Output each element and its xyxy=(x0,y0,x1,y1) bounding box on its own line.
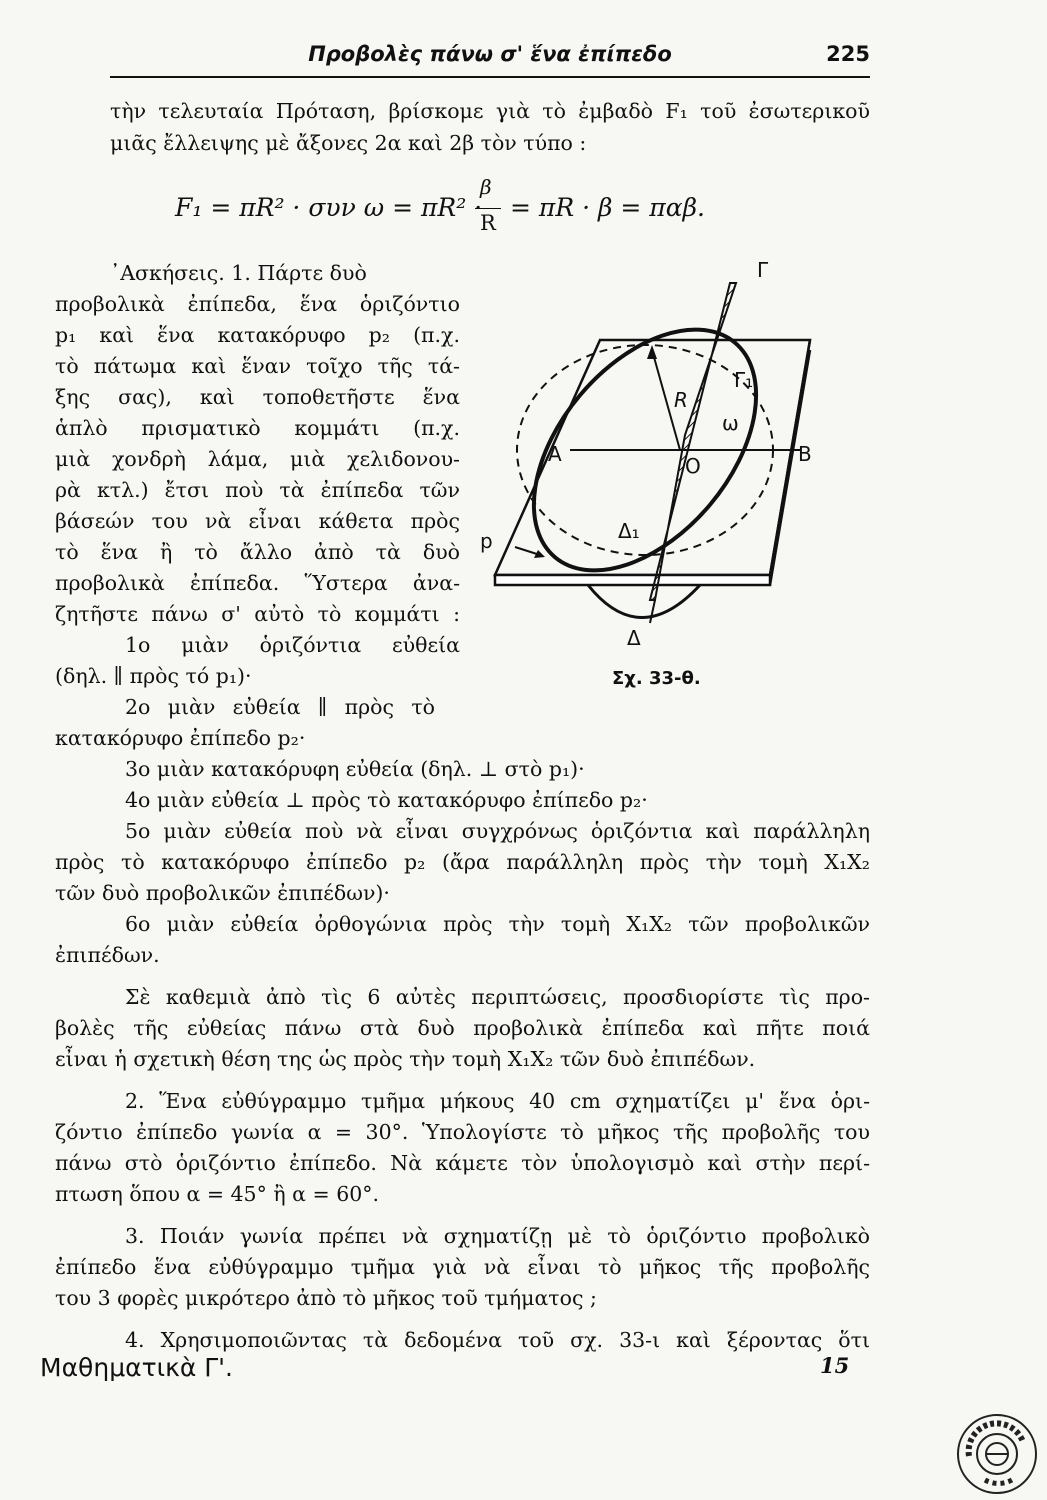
plane-edge xyxy=(495,575,770,585)
footer-book-title: Μαθηματικὰ Γ'. xyxy=(40,1353,233,1382)
figure-labels xyxy=(480,258,812,650)
label-delta: Δ xyxy=(627,626,641,650)
exercise-line: ᾿Ασκήσεις. 1. Πάρτε δυὸ xyxy=(110,261,367,285)
item-line: (δηλ. ∥ πρὸς τό p₁)· xyxy=(55,664,252,688)
summary-line: εἶναι ἡ σχετικὴ θέση της ὡς πρὸς τὴν τομὴ X₁X₂ τῶν δυὸ ἐπιπέδων. xyxy=(55,1047,756,1071)
exercise-2-line: ζόντιο ἐπίπεδο γωνία α = 30°. Ὑπολογίστε τὸ μῆκος τῆς προβολῆς του xyxy=(55,1120,870,1144)
exercise-line: τὸ ἕνα ἢ τὸ ἄλλο ἀπὸ τὰ δυὸ xyxy=(55,540,460,564)
exercise-line: προβολικὰ ἐπίπεδα, ἕνα ὁριζόντιο xyxy=(55,292,460,316)
item-line: 4ο μιὰν εὐθεία ⊥ πρὸς τὸ κατακόρυφο ἐπίπεδο p₂· xyxy=(125,788,648,812)
figure-caption: Σχ. 33-θ. xyxy=(612,668,701,689)
exercise-line: ἁπλὸ πρισματικὸ κομμάτι (π.χ. xyxy=(55,416,460,440)
label-delta1: Δ₁ xyxy=(618,519,640,543)
item-line: 2ο μιὰν εὐθεία ∥ πρὸς τὸ xyxy=(125,695,435,719)
running-head: Προβολὲς πάνω σ' ἕνα ἐπίπεδο xyxy=(308,42,672,66)
band-stem xyxy=(650,600,655,623)
label-r: R xyxy=(674,388,688,412)
label-p: p xyxy=(480,529,493,553)
figure-33-theta xyxy=(470,255,820,685)
summary-line: βολὲς τῆς εὐθείας πάνω στὰ δυὸ προβολικὰ ἐπίπεδα καὶ πῆτε ποιά xyxy=(55,1016,870,1040)
exercise-3-line: του 3 φορὲς μικρότερο ἀπὸ τὸ μῆκος τοῦ τμήματος ; xyxy=(55,1286,597,1310)
plane-side-edge xyxy=(770,350,810,585)
formula-denominator: R xyxy=(480,211,496,235)
formula-numerator: β xyxy=(480,175,492,199)
item-line: 5ο μιὰν εὐθεία ποὺ νὰ εἶναι συγχρόνως ὁριζόντια καὶ παράλληλη xyxy=(125,819,870,843)
exercise-line: p₁ καὶ ἕνα κατακόρυφο p₂ (π.χ. xyxy=(55,323,460,347)
label-o: Ο xyxy=(685,454,701,478)
formula-rhs: = πR · β = παβ. xyxy=(510,193,705,222)
exercise-line: προβολικὰ ἐπίπεδα. Ὕστερα ἀνα- xyxy=(55,571,460,595)
exercise-line: ξης σας), καὶ τοποθετῆστε ἕνα xyxy=(55,385,460,409)
item-line: τῶν δυὸ προβολικῶν ἐπιπέδων)· xyxy=(55,881,390,905)
exercise-line: τὸ πάτωμα καὶ ἕναν τοῖχο τῆς τά- xyxy=(55,354,460,378)
exercise-line: ρὰ κτλ.) ἔτσι ποὺ τὰ ἐπίπεδα τῶν xyxy=(55,478,460,502)
label-b: Β xyxy=(798,442,812,466)
item-line: ἐπιπέδων. xyxy=(55,943,160,967)
formula-lhs: F₁ = πR² · συν ω = πR² · xyxy=(175,193,483,222)
radius-arrow-head xyxy=(647,345,657,359)
footer-signature-number: 15 xyxy=(820,1353,850,1378)
formula-fraction-bar xyxy=(475,208,501,209)
label-gamma: Γ xyxy=(757,258,769,282)
intro-line-2: μιᾶς ἔλλειψης μὲ ἄξονες 2α καὶ 2β τὸν τύπο : xyxy=(110,131,587,155)
item-line: πρὸς τὸ κατακόρυφο ἐπίπεδο p₂ (ἄρα παράλληλη πρὸς τὴν τομὴ X₁X₂ xyxy=(55,850,870,874)
item-line: 3ο μιὰν κατακόρυφη εὐθεία (δηλ. ⊥ στὸ p₁)· xyxy=(125,757,585,781)
exercise-line: βάσεών του νὰ εἶναι κάθετα πρὸς xyxy=(55,509,460,533)
item-line: 6ο μιὰν εὐθεία ὀρθογώνια πρὸς τὴν τομὴ X₁X₂ τῶν προβολικῶν xyxy=(125,912,870,936)
item-line: κατακόρυφο ἐπίπεδο p₂· xyxy=(55,726,306,750)
exercise-4-line: 4. Χρησιμοποιῶντας τὰ δεδομένα τοῦ σχ. 33-ι καὶ ξέροντας ὅτι xyxy=(125,1328,870,1352)
label-a: Α xyxy=(548,442,562,466)
item-line: 1ο μιὰν ὁριζόντια εὐθεία xyxy=(125,633,460,657)
label-omega: ω xyxy=(722,411,739,435)
seal-year xyxy=(985,1478,1015,1483)
exercise-3-line: ἐπίπεδο ἕνα εὐθύγραμμο τμῆμα γιὰ νὰ εἶναι τὸ μῆκος τῆς προβολῆς xyxy=(55,1255,870,1279)
exercise-2-line: πάνω στὸ ὁριζόντιο ἐπίπεδο. Νὰ κάμετε τὸν ὑπολογισμὸ καὶ στὴν περί- xyxy=(55,1151,870,1175)
exercise-line: ζητῆστε πάνω σ' αὐτὸ τὸ κομμάτι : xyxy=(55,602,460,626)
label-gamma1: Γ₁ xyxy=(734,368,754,392)
page-number: 225 xyxy=(826,42,870,66)
exercise-2-line: 2. Ἕνα εὐθύγραμμο τμῆμα μήκους 40 cm σχηματίζει μ' ἕνα ὁρι- xyxy=(125,1089,870,1113)
intro-line-1: τὴν τελευταία Πρόταση, βρίσκομε γιὰ τὸ ἐμβαδὸ F₁ τοῦ ἐσωτερικοῦ xyxy=(110,99,870,123)
lower-arc xyxy=(588,585,700,618)
area-formula xyxy=(175,175,775,245)
page-header xyxy=(110,40,870,78)
foundation-seal xyxy=(955,1412,1039,1496)
summary-line: Σὲ καθεμιὰ ἀπὸ τὶς 6 αὐτὲς περιπτώσεις, προσδιορίστε τὶς προ- xyxy=(125,985,870,1009)
exercise-line: μιὰ χονδρὴ λάμα, μιὰ χελιδονου- xyxy=(55,447,460,471)
exercise-3-line: 3. Ποιάν γωνία πρέπει νὰ σχηματίζῃ μὲ τὸ ὁριζόντιο προβολικὸ xyxy=(125,1224,870,1248)
ellipse-section xyxy=(490,283,800,623)
exercise-2-line: πτωση ὅπου α = 45° ἢ α = 60°. xyxy=(55,1182,380,1206)
